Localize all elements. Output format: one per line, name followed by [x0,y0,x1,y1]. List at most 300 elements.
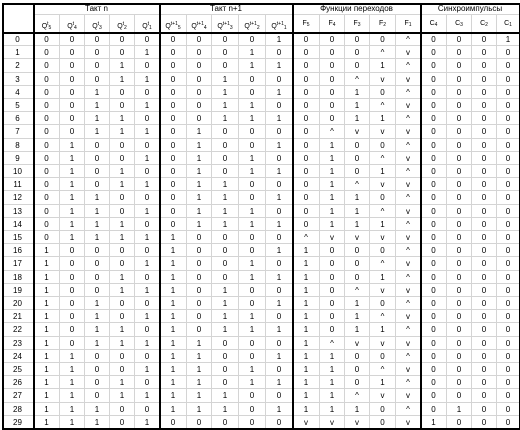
table-cell[interactable]: 0 [497,73,520,86]
table-cell[interactable]: 0 [293,178,320,191]
table-cell[interactable]: 0 [421,33,447,46]
table-cell[interactable]: 0 [497,125,520,138]
table-cell[interactable]: 1 [293,363,320,376]
table-cell[interactable]: 0 [85,33,110,46]
table-cell[interactable]: 1 [60,139,85,152]
table-cell[interactable]: 0 [34,46,60,59]
table-cell[interactable]: 1 [187,376,212,389]
row-number-cell[interactable]: 27 [2,389,34,402]
table-cell[interactable]: 1 [135,152,160,165]
table-cell[interactable]: 0 [160,112,187,125]
table-cell[interactable]: 0 [421,284,447,297]
table-cell[interactable]: 1 [266,350,293,363]
table-cell[interactable]: 1 [34,376,60,389]
table-cell[interactable]: 0 [447,99,472,112]
table-cell[interactable]: 1 [266,244,293,257]
table-cell[interactable]: 0 [370,33,396,46]
table-cell[interactable]: ^ [396,403,421,416]
table-cell[interactable]: 0 [160,73,187,86]
table-cell[interactable]: 0 [85,152,110,165]
table-cell[interactable]: 1 [160,389,187,402]
table-cell[interactable]: 0 [60,112,85,125]
table-cell[interactable]: 0 [421,363,447,376]
table-cell[interactable]: 0 [187,59,212,72]
table-cell[interactable]: 0 [187,257,212,270]
table-cell[interactable]: 1 [266,376,293,389]
table-cell[interactable]: 0 [135,33,160,46]
column-header[interactable] [497,15,520,33]
table-cell[interactable]: 1 [293,337,320,350]
table-cell[interactable]: ^ [320,125,345,138]
table-cell[interactable]: 0 [447,297,472,310]
table-cell[interactable]: 0 [60,99,85,112]
table-cell[interactable]: 0 [212,59,239,72]
table-cell[interactable]: 0 [421,403,447,416]
table-cell[interactable]: 0 [212,152,239,165]
table-cell[interactable]: 0 [266,416,293,429]
table-cell[interactable]: 0 [34,73,60,86]
table-cell[interactable]: 0 [497,310,520,323]
table-cell[interactable]: 1 [345,205,370,218]
table-cell[interactable]: 0 [421,86,447,99]
table-cell[interactable]: v [370,337,396,350]
table-cell[interactable]: v [345,231,370,244]
table-cell[interactable]: 0 [135,376,160,389]
table-cell[interactable]: 1 [293,284,320,297]
table-cell[interactable]: 0 [447,244,472,257]
table-cell[interactable]: 1 [85,297,110,310]
table-cell[interactable]: 0 [472,323,497,336]
table-cell[interactable]: 0 [320,73,345,86]
table-cell[interactable]: 0 [187,231,212,244]
table-cell[interactable]: 0 [472,257,497,270]
table-cell[interactable]: 0 [187,284,212,297]
table-cell[interactable]: 0 [345,33,370,46]
table-cell[interactable]: v [396,152,421,165]
table-cell[interactable]: 0 [187,323,212,336]
table-cell[interactable]: 1 [110,218,135,231]
table-cell[interactable]: 0 [421,139,447,152]
table-cell[interactable]: v [396,257,421,270]
table-cell[interactable]: 1 [370,112,396,125]
table-cell[interactable]: 0 [239,297,266,310]
table-cell[interactable]: 0 [421,297,447,310]
table-cell[interactable]: 0 [187,310,212,323]
table-cell[interactable]: 1 [135,310,160,323]
table-cell[interactable]: 0 [110,257,135,270]
table-cell[interactable]: 0 [472,416,497,429]
table-cell[interactable]: 0 [497,323,520,336]
table-cell[interactable]: 0 [135,271,160,284]
table-cell[interactable]: 1 [60,231,85,244]
table-cell[interactable]: 1 [160,284,187,297]
table-cell[interactable]: 0 [135,139,160,152]
table-cell[interactable]: 0 [60,337,85,350]
table-cell[interactable]: 0 [447,376,472,389]
table-cell[interactable]: 0 [110,297,135,310]
table-cell[interactable]: 0 [160,152,187,165]
table-cell[interactable]: 1 [266,297,293,310]
group-header[interactable]: Такт n+1 [160,3,293,15]
table-cell[interactable]: 0 [60,46,85,59]
table-cell[interactable]: v [320,231,345,244]
table-cell[interactable]: 0 [497,46,520,59]
table-cell[interactable]: 1 [293,271,320,284]
table-cell[interactable]: 0 [370,403,396,416]
table-cell[interactable]: 0 [345,165,370,178]
table-cell[interactable]: v [396,284,421,297]
column-header[interactable] [85,15,110,33]
table-cell[interactable]: 1 [85,99,110,112]
table-cell[interactable]: 0 [187,86,212,99]
table-cell[interactable]: 0 [472,139,497,152]
table-cell[interactable]: 0 [160,178,187,191]
table-cell[interactable]: 0 [266,46,293,59]
table-cell[interactable]: 0 [320,284,345,297]
table-cell[interactable]: 1 [85,112,110,125]
group-header[interactable]: Синхроимпульсы [421,3,520,15]
table-cell[interactable]: 0 [497,99,520,112]
table-cell[interactable]: 1 [239,376,266,389]
table-cell[interactable]: 0 [239,403,266,416]
table-cell[interactable]: 0 [472,152,497,165]
table-cell[interactable]: 1 [421,416,447,429]
table-cell[interactable]: 1 [34,297,60,310]
table-cell[interactable]: 0 [447,205,472,218]
row-number-cell[interactable]: 7 [2,125,34,138]
table-cell[interactable]: ^ [396,244,421,257]
table-cell[interactable]: 0 [421,257,447,270]
table-cell[interactable]: 1 [293,323,320,336]
table-cell[interactable]: 1 [370,376,396,389]
table-cell[interactable]: 1 [212,205,239,218]
table-cell[interactable]: 0 [447,310,472,323]
table-cell[interactable]: 0 [212,165,239,178]
row-number-cell[interactable]: 17 [2,257,34,270]
row-number-cell[interactable]: 2 [2,59,34,72]
table-cell[interactable]: 0 [472,297,497,310]
table-cell[interactable]: 1 [160,231,187,244]
table-cell[interactable]: 0 [345,350,370,363]
table-cell[interactable]: 0 [421,59,447,72]
row-number-cell[interactable]: 0 [2,33,34,46]
table-cell[interactable]: 0 [34,191,60,204]
table-cell[interactable]: 0 [497,337,520,350]
group-header[interactable]: Функции переходов [293,3,421,15]
table-cell[interactable]: 1 [293,257,320,270]
table-cell[interactable]: 0 [85,46,110,59]
table-cell[interactable]: 1 [34,403,60,416]
table-cell[interactable]: 1 [370,323,396,336]
table-cell[interactable]: 0 [472,310,497,323]
table-cell[interactable]: 0 [497,139,520,152]
table-cell[interactable]: 1 [34,284,60,297]
table-cell[interactable]: v [396,73,421,86]
table-cell[interactable]: 0 [135,350,160,363]
table-cell[interactable]: 1 [447,403,472,416]
column-header[interactable] [370,15,396,33]
table-cell[interactable]: 0 [212,271,239,284]
column-header[interactable] [110,15,135,33]
table-cell[interactable]: 0 [421,218,447,231]
table-cell[interactable]: 0 [447,363,472,376]
table-cell[interactable]: 1 [212,73,239,86]
table-cell[interactable]: 0 [497,231,520,244]
table-cell[interactable]: 0 [497,350,520,363]
table-cell[interactable]: 1 [187,165,212,178]
column-header[interactable] [421,15,447,33]
table-cell[interactable]: v [396,416,421,429]
table-cell[interactable]: 0 [421,205,447,218]
column-header[interactable] [34,15,60,33]
table-cell[interactable]: v [396,310,421,323]
column-header[interactable] [212,15,239,33]
table-cell[interactable]: 0 [497,86,520,99]
table-cell[interactable]: 1 [135,389,160,402]
table-cell[interactable]: 0 [160,139,187,152]
table-cell[interactable]: 0 [345,139,370,152]
table-cell[interactable]: 1 [239,205,266,218]
table-cell[interactable]: 1 [34,271,60,284]
table-cell[interactable]: 0 [212,257,239,270]
table-cell[interactable]: 0 [447,257,472,270]
table-cell[interactable]: 1 [345,310,370,323]
row-number-cell[interactable]: 11 [2,178,34,191]
table-cell[interactable]: ^ [370,205,396,218]
table-cell[interactable]: ^ [345,389,370,402]
table-cell[interactable]: 0 [293,73,320,86]
table-cell[interactable]: 1 [320,152,345,165]
table-cell[interactable]: 0 [293,165,320,178]
table-cell[interactable]: 0 [293,99,320,112]
table-cell[interactable]: ^ [370,46,396,59]
table-cell[interactable]: v [370,284,396,297]
table-cell[interactable]: 0 [472,73,497,86]
table-cell[interactable]: 0 [447,46,472,59]
table-cell[interactable]: 0 [239,284,266,297]
table-cell[interactable]: 1 [345,112,370,125]
table-cell[interactable]: 0 [110,86,135,99]
table-cell[interactable]: 0 [447,73,472,86]
table-cell[interactable]: v [396,178,421,191]
table-cell[interactable]: 0 [320,297,345,310]
table-cell[interactable]: 0 [85,350,110,363]
table-cell[interactable]: 0 [370,86,396,99]
table-cell[interactable]: ^ [370,257,396,270]
table-cell[interactable]: 1 [345,323,370,336]
table-cell[interactable]: 1 [187,350,212,363]
table-cell[interactable]: 1 [266,33,293,46]
table-cell[interactable]: ^ [396,218,421,231]
row-number-cell[interactable]: 28 [2,403,34,416]
table-cell[interactable]: 1 [160,363,187,376]
table-cell[interactable]: 0 [447,218,472,231]
table-cell[interactable]: 0 [85,271,110,284]
table-cell[interactable]: 0 [497,297,520,310]
table-cell[interactable]: 1 [135,125,160,138]
table-cell[interactable]: 0 [497,376,520,389]
table-cell[interactable]: ^ [396,297,421,310]
table-cell[interactable]: ^ [345,178,370,191]
table-cell[interactable]: 0 [345,152,370,165]
table-cell[interactable]: v [396,337,421,350]
table-cell[interactable]: 1 [135,231,160,244]
table-cell[interactable]: 1 [320,205,345,218]
table-cell[interactable]: 1 [60,205,85,218]
table-cell[interactable]: 0 [239,191,266,204]
table-cell[interactable]: 0 [266,363,293,376]
table-cell[interactable]: v [396,46,421,59]
table-cell[interactable]: 0 [34,86,60,99]
table-cell[interactable]: 0 [421,244,447,257]
table-cell[interactable]: 0 [370,297,396,310]
table-cell[interactable]: 0 [135,403,160,416]
table-cell[interactable]: 0 [239,350,266,363]
table-cell[interactable]: v [370,389,396,402]
table-cell[interactable]: 0 [421,152,447,165]
table-cell[interactable]: 0 [472,337,497,350]
table-cell[interactable]: 1 [85,323,110,336]
table-cell[interactable]: 0 [293,152,320,165]
table-cell[interactable]: 0 [320,244,345,257]
table-cell[interactable]: 0 [421,178,447,191]
table-cell[interactable]: 1 [320,363,345,376]
row-number-cell[interactable]: 15 [2,231,34,244]
table-cell[interactable]: 0 [447,416,472,429]
table-cell[interactable]: 1 [110,73,135,86]
table-cell[interactable]: 0 [421,310,447,323]
column-header[interactable] [472,15,497,33]
table-cell[interactable]: 1 [239,59,266,72]
table-cell[interactable]: 1 [85,337,110,350]
table-cell[interactable]: 1 [320,165,345,178]
table-cell[interactable]: 1 [266,139,293,152]
table-cell[interactable]: 0 [472,112,497,125]
table-cell[interactable]: 0 [110,350,135,363]
table-cell[interactable]: 1 [212,323,239,336]
table-cell[interactable]: 0 [212,350,239,363]
table-cell[interactable]: 1 [212,112,239,125]
table-cell[interactable]: 0 [160,33,187,46]
row-number-cell[interactable]: 10 [2,165,34,178]
table-cell[interactable]: 1 [85,205,110,218]
table-cell[interactable]: 0 [187,46,212,59]
row-number-cell[interactable]: 25 [2,363,34,376]
table-cell[interactable]: 0 [85,73,110,86]
table-cell[interactable]: 0 [421,337,447,350]
row-number-cell[interactable]: 12 [2,191,34,204]
table-cell[interactable]: 0 [497,257,520,270]
table-cell[interactable]: 0 [212,337,239,350]
table-cell[interactable]: ^ [293,231,320,244]
table-cell[interactable]: 0 [160,205,187,218]
table-cell[interactable]: 0 [135,59,160,72]
table-cell[interactable]: 0 [60,244,85,257]
table-cell[interactable]: 0 [447,271,472,284]
table-cell[interactable]: 0 [34,205,60,218]
table-cell[interactable]: 1 [370,218,396,231]
table-cell[interactable]: 0 [239,337,266,350]
table-cell[interactable]: 1 [110,125,135,138]
table-cell[interactable]: 0 [266,152,293,165]
table-cell[interactable]: 0 [34,59,60,72]
table-cell[interactable]: 0 [447,389,472,402]
table-cell[interactable]: v [370,231,396,244]
row-number-cell[interactable]: 16 [2,244,34,257]
table-cell[interactable]: 1 [187,152,212,165]
table-cell[interactable]: ^ [370,152,396,165]
table-cell[interactable]: ^ [396,59,421,72]
row-number-cell[interactable]: 13 [2,205,34,218]
group-header[interactable]: Такт n [34,3,160,15]
table-cell[interactable]: 1 [239,310,266,323]
table-cell[interactable]: 0 [266,73,293,86]
table-cell[interactable]: 0 [266,205,293,218]
table-cell[interactable]: 0 [447,125,472,138]
table-cell[interactable]: 0 [60,125,85,138]
table-cell[interactable]: 0 [110,139,135,152]
table-cell[interactable]: 1 [370,165,396,178]
table-cell[interactable]: 1 [293,310,320,323]
table-cell[interactable]: 0 [320,33,345,46]
table-cell[interactable]: 1 [345,403,370,416]
row-number-cell[interactable]: 6 [2,112,34,125]
table-cell[interactable]: 0 [187,112,212,125]
table-cell[interactable]: 0 [212,125,239,138]
table-cell[interactable]: 1 [212,191,239,204]
table-cell[interactable]: 0 [110,33,135,46]
table-cell[interactable]: 0 [293,191,320,204]
table-cell[interactable]: 1 [239,363,266,376]
table-cell[interactable]: 0 [293,59,320,72]
table-cell[interactable]: 0 [135,86,160,99]
table-cell[interactable]: 0 [85,244,110,257]
table-cell[interactable]: 1 [266,323,293,336]
table-cell[interactable]: 0 [447,139,472,152]
table-cell[interactable]: 1 [187,191,212,204]
table-cell[interactable]: 1 [320,376,345,389]
table-cell[interactable]: 0 [421,46,447,59]
table-cell[interactable]: 1 [187,125,212,138]
table-cell[interactable]: 1 [370,59,396,72]
table-cell[interactable]: 0 [34,218,60,231]
table-cell[interactable]: 0 [320,46,345,59]
table-cell[interactable]: 0 [497,284,520,297]
table-cell[interactable]: 0 [472,231,497,244]
table-cell[interactable]: 1 [85,310,110,323]
table-cell[interactable]: 0 [345,46,370,59]
table-cell[interactable]: v [293,416,320,429]
table-cell[interactable]: 0 [421,165,447,178]
column-header[interactable] [187,15,212,33]
table-cell[interactable]: ^ [396,191,421,204]
table-cell[interactable]: 0 [85,257,110,270]
table-cell[interactable]: 0 [187,73,212,86]
table-cell[interactable]: 1 [34,323,60,336]
table-cell[interactable]: 1 [85,231,110,244]
table-cell[interactable]: 0 [239,231,266,244]
table-cell[interactable]: 0 [497,403,520,416]
table-cell[interactable]: 0 [472,191,497,204]
table-cell[interactable]: 1 [187,218,212,231]
table-cell[interactable]: 0 [447,86,472,99]
table-cell[interactable]: 0 [34,33,60,46]
column-header[interactable] [345,15,370,33]
table-cell[interactable]: 1 [266,59,293,72]
table-cell[interactable]: 1 [187,205,212,218]
row-number-cell[interactable]: 24 [2,350,34,363]
table-cell[interactable]: 0 [497,59,520,72]
